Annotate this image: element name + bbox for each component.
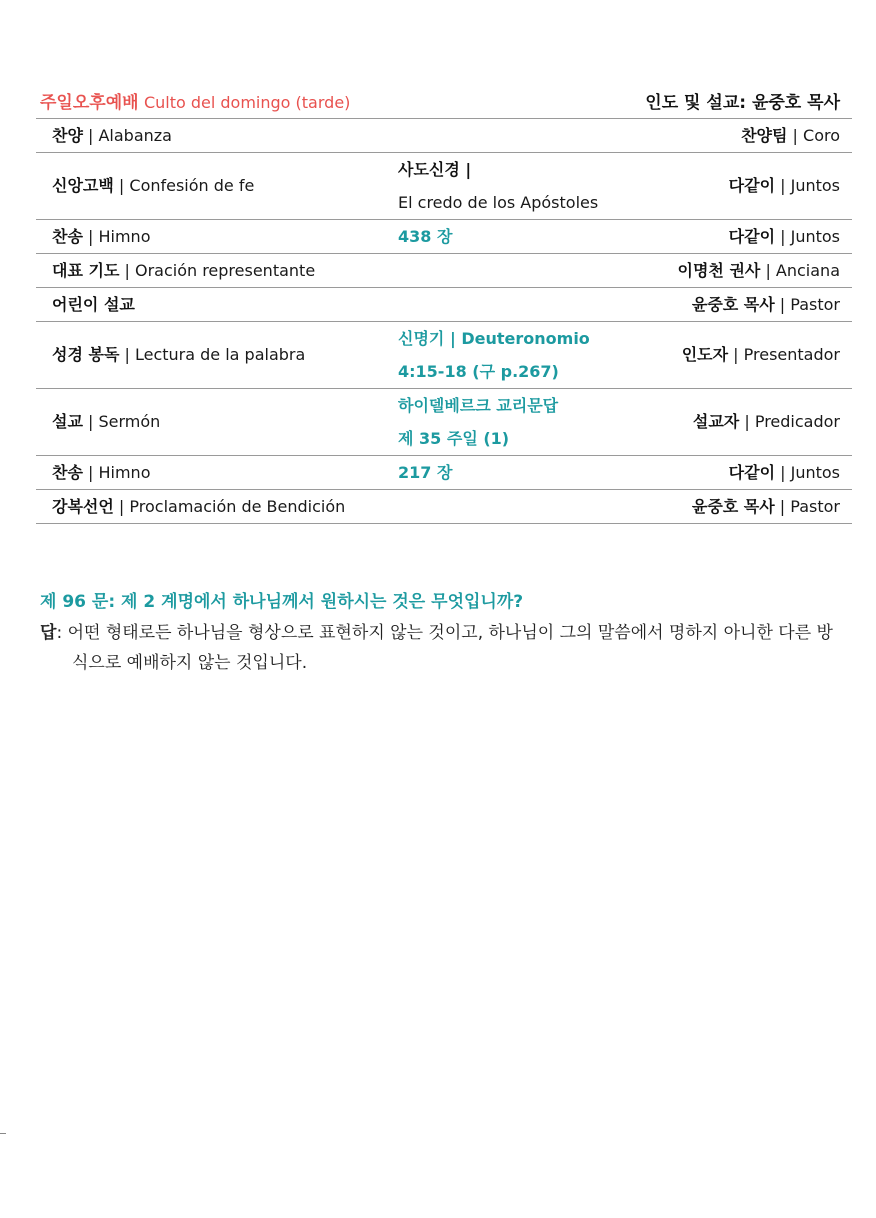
table-row: 강복선언 | Proclamación de Bendición 윤중호 목사 | Pastor: [36, 490, 852, 524]
catechism-qa: [40, 588, 840, 678]
item-detail: [382, 119, 648, 153]
responsible-korean: 윤중호 목사: [691, 294, 775, 314]
responsible-korean: 다같이: [728, 226, 776, 246]
service-title-spanish: Culto del domingo (tarde): [143, 92, 351, 112]
item-korean: 찬송: [52, 226, 83, 246]
service-title: [40, 88, 350, 113]
responsible-korean: 인도자: [681, 345, 729, 364]
item-spanish: Himno: [98, 462, 151, 482]
item-detail: [382, 254, 648, 288]
service-leader: 인도 및 설교: 윤중호 목사: [645, 92, 840, 113]
item-detail: [382, 220, 648, 254]
detail-line: El credo de los Apóstoles: [398, 193, 599, 212]
hymn-number: 217 장: [398, 462, 453, 482]
item-detail: [382, 153, 648, 220]
table-row: 성경 봉독 | Lectura de la palabra 신명기 | Deuteronomio 4:15-18 (구 p.267) 인도자 | Presentador: [36, 322, 852, 389]
item-detail: [382, 322, 648, 389]
item-spanish: Alabanza: [98, 125, 172, 145]
table-row: 대표 기도 | Oración representante 이명천 권사 | Anciana: [36, 254, 852, 288]
responsible-korean: 이명천 권사: [677, 260, 761, 280]
catechism-question: 제 96 문: 제 2 계명에서 하나님께서 원하시는 것은 무엇입니까?: [40, 592, 524, 612]
responsible-spanish: Anciana: [775, 260, 840, 280]
responsible-spanish: Juntos: [790, 226, 840, 246]
item-spanish: Lectura de la palabra: [134, 345, 306, 364]
item-spanish: Oración representante: [134, 260, 316, 280]
responsible-korean: 설교자: [692, 412, 740, 431]
item-korean: 강복선언: [52, 496, 114, 516]
sermon-lord-day: 제 35 주일 (1): [398, 429, 510, 448]
item-korean: 어린이 설교: [52, 294, 135, 314]
catechism-answer: [40, 618, 840, 678]
responsible-spanish: Presentador: [743, 345, 840, 364]
sermon-series: 하이델베르크 교리문답: [398, 396, 559, 415]
table-row: 어린이 설교 윤중호 목사 | Pastor: [36, 288, 852, 322]
service-title-korean: 주일오후예배: [40, 92, 139, 113]
responsible-korean: 다같이: [728, 176, 776, 195]
responsible-spanish: Predicador: [754, 412, 840, 431]
scripture-reference: 4:15-18 (구 p.267): [398, 362, 559, 381]
responsible-korean: 윤중호 목사: [691, 496, 775, 516]
service-header: [40, 86, 840, 114]
detail-line: 사도신경 |: [398, 160, 472, 179]
table-row: 찬양 | Alabanza 찬양팀 | Coro: [36, 119, 852, 153]
responsible-spanish: Juntos: [790, 462, 840, 482]
table-row: 설교 | Sermón 하이델베르크 교리문답 제 35 주일 (1) 설교자 | Predicador: [36, 389, 852, 456]
item-spanish: Himno: [98, 226, 151, 246]
answer-text: : 어떤 형태로든 하나님을 형상으로 표현하지 않는 것이고, 하나님이 그의 말씀에서 명하지 아니한 다른 방식으로 예배하지 않는 것입니다.: [56, 623, 833, 673]
answer-label: 답: [40, 623, 57, 643]
item-spanish: Proclamación de Bendición: [129, 496, 346, 516]
item-korean: 설교: [52, 412, 83, 431]
responsible-spanish: Coro: [803, 125, 840, 145]
table-row: 찬송 | Himno 217 장 다같이 | Juntos: [36, 456, 852, 490]
responsible-korean: 찬양팀: [741, 125, 788, 145]
responsible-spanish: Juntos: [790, 176, 840, 195]
responsible-spanish: Pastor: [790, 294, 840, 314]
order-of-worship-table: [36, 118, 852, 524]
item-korean: 찬송: [52, 462, 83, 482]
table-row: 찬송 | Himno 438 장 다같이 | Juntos: [36, 220, 852, 254]
item-korean: 신앙고백: [52, 176, 114, 195]
item-korean: 성경 봉독: [52, 345, 120, 364]
item-detail: [382, 456, 648, 490]
item-spanish: Confesión de fe: [129, 176, 255, 195]
hymn-number: 438 장: [398, 226, 453, 246]
table-row: 신앙고백 | Confesión de fe 사도신경 | El credo de los Apóstoles 다같이 | Juntos: [36, 153, 852, 220]
item-korean: 찬양: [52, 125, 83, 145]
item-spanish: Sermón: [98, 412, 161, 431]
item-detail: [382, 389, 648, 456]
item-detail: [382, 288, 648, 322]
item-korean: 대표 기도: [52, 260, 120, 280]
responsible-spanish: Pastor: [790, 496, 840, 516]
page-margin-mark: [0, 1133, 6, 1134]
scripture-book: 신명기 | Deuteronomio: [398, 329, 590, 348]
responsible-korean: 다같이: [728, 462, 776, 482]
